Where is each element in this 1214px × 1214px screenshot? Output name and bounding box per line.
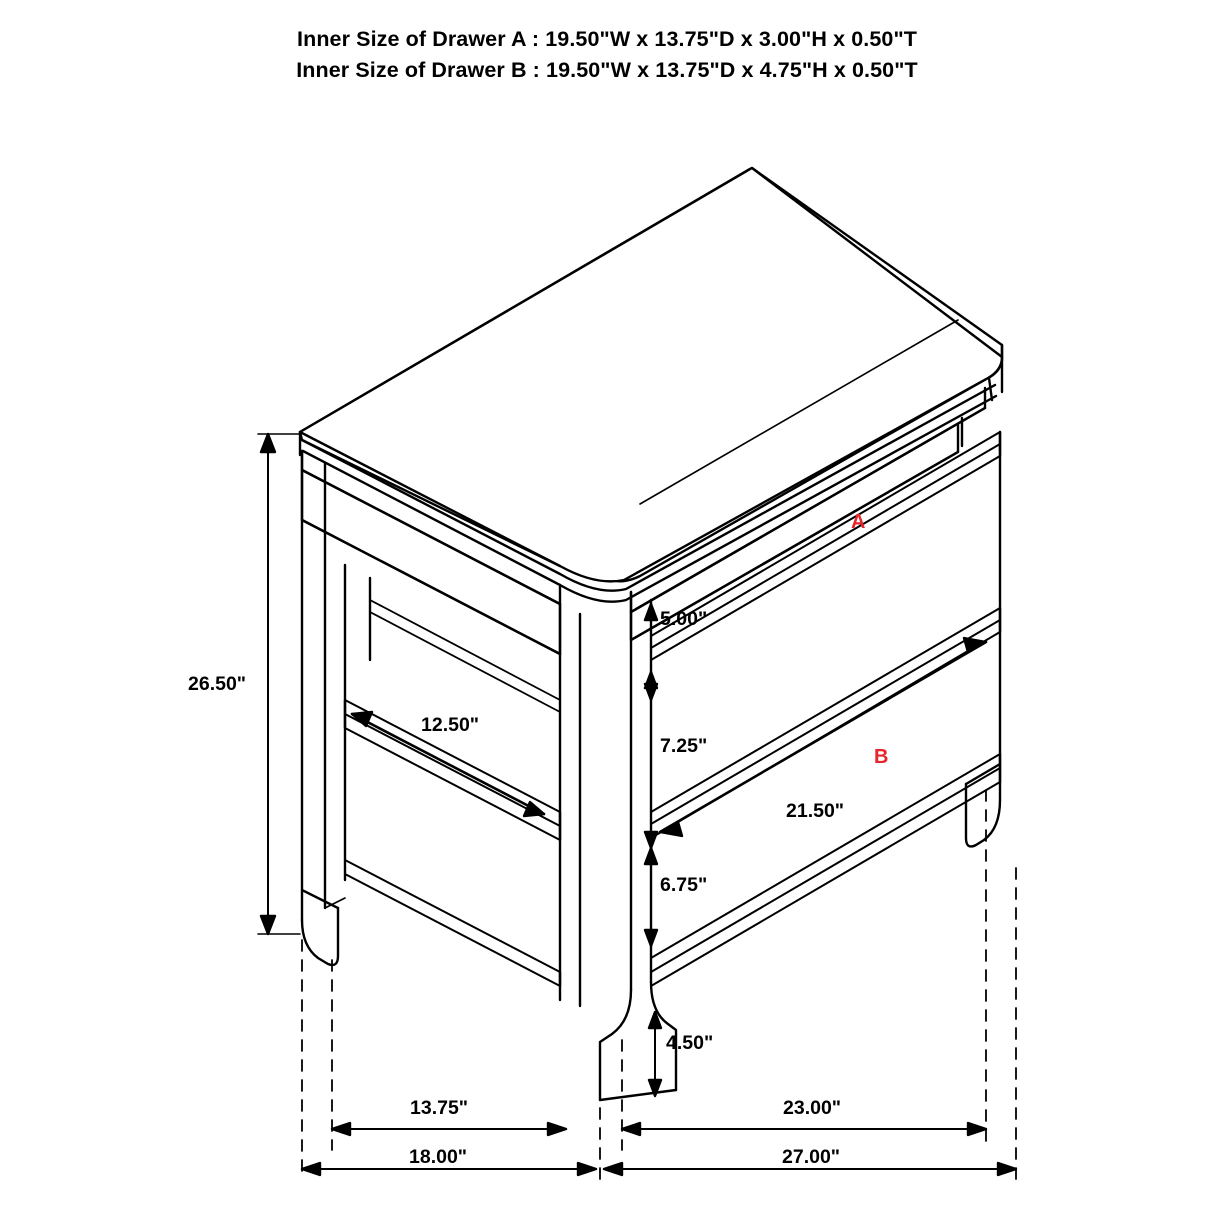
dimension-label-outer-depth: 18.00" bbox=[409, 1146, 468, 1168]
dimension-label-side-shelf-depth: 12.50" bbox=[421, 714, 480, 736]
drawer-a-marker: A bbox=[851, 511, 866, 533]
dimension-label-middle-opening: 7.25" bbox=[660, 735, 708, 757]
drawer-b-marker: B bbox=[874, 746, 889, 768]
dimension-label-inner-depth: 13.75" bbox=[410, 1097, 469, 1119]
dimension-label-leg-height: 4.50" bbox=[666, 1032, 714, 1054]
dimension-label-total-height: 26.50" bbox=[188, 673, 247, 695]
dimension-label-inner-width: 23.00" bbox=[783, 1097, 842, 1119]
drawer-a-size-text: Inner Size of Drawer A : 19.50"W x 13.75"D x 3.00"H x 0.50"T bbox=[297, 27, 917, 51]
drawer-b-size-text: Inner Size of Drawer B : 19.50"W x 13.75"D x 4.75"H x 0.50"T bbox=[296, 58, 918, 82]
dimension-label-front-shelf-width: 21.50" bbox=[786, 800, 845, 822]
dimension-label-outer-width: 27.00" bbox=[782, 1146, 841, 1168]
dimension-label-top-opening: 5.00" bbox=[660, 608, 708, 630]
dimension-label-bottom-opening: 6.75" bbox=[660, 874, 708, 896]
